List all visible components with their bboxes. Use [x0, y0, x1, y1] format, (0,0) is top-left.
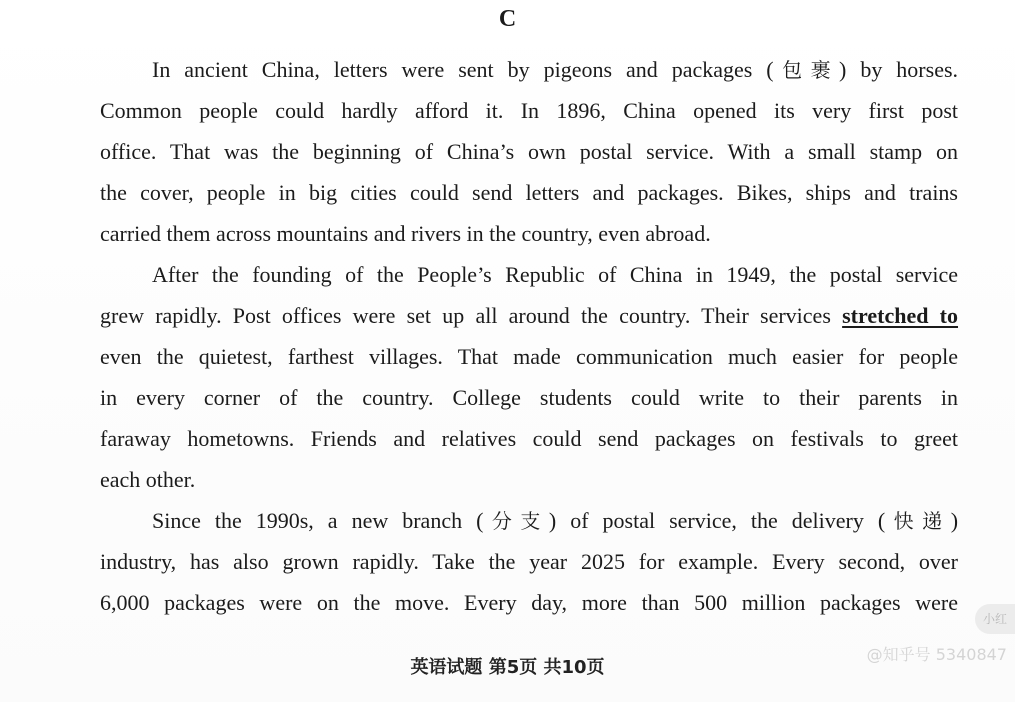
watermark: @知乎号 5340847 — [866, 645, 1007, 664]
section-letter: C — [498, 6, 517, 32]
corner-tab: 小红 — [975, 604, 1015, 634]
paragraph-2-line-1: After the founding of the People’s Republic of China in 1949, the postal service — [152, 262, 958, 287]
text-run: In ancient China, letters were sent by pigeons and packages ( — [152, 57, 774, 82]
chinese-gloss: 分支 — [483, 509, 549, 533]
text-run: ) — [950, 508, 959, 533]
underlined-phrase: stretched to — [842, 303, 959, 328]
page-footer: 英语试题 第5页 共10页 — [410, 657, 605, 678]
paragraph-1-line-4: the cover, people in big cities could send letters and packages. Bikes, ships and trains — [100, 180, 958, 205]
paragraph-2-line-3: even the quietest, farthest villages. That made communication much easier for people — [100, 344, 958, 369]
paragraph-1-line-3: office. That was the beginning of China’s own postal service. With a small stamp on — [100, 139, 958, 164]
paragraph-2-line-4: in every corner of the country. College students could write to their parents in — [100, 385, 958, 410]
text-run: ) by horses. — [839, 57, 959, 82]
paragraph-2-line-6: each other. — [100, 467, 196, 492]
paragraph-1-line-2: Common people could hardly afford it. In 1896, China opened its very first post — [100, 98, 958, 123]
paragraph-3-line-3: 6,000 packages were on the move. Every day, more than 500 million packages were — [100, 590, 958, 615]
paragraph-2-line-5: faraway hometowns. Friends and relatives could send packages on festivals to greet — [100, 426, 958, 451]
text-run: ) of postal service, the delivery ( — [548, 508, 886, 533]
paragraph-2-line-2 — [100, 302, 958, 330]
chinese-gloss: 包裹 — [773, 58, 840, 82]
chinese-gloss: 快递 — [885, 509, 951, 533]
text-run: Since the 1990s, a new branch ( — [152, 508, 484, 533]
paragraph-1-line-1 — [152, 56, 958, 84]
text-run: grew rapidly. Post offices were set up all around the country. Their services — [100, 303, 843, 328]
paragraph-3-line-2: industry, has also grown rapidly. Take the year 2025 for example. Every second, over — [100, 549, 958, 574]
paragraph-1-line-5: carried them across mountains and rivers in the country, even abroad. — [100, 221, 711, 246]
paragraph-3-line-1 — [152, 507, 958, 535]
